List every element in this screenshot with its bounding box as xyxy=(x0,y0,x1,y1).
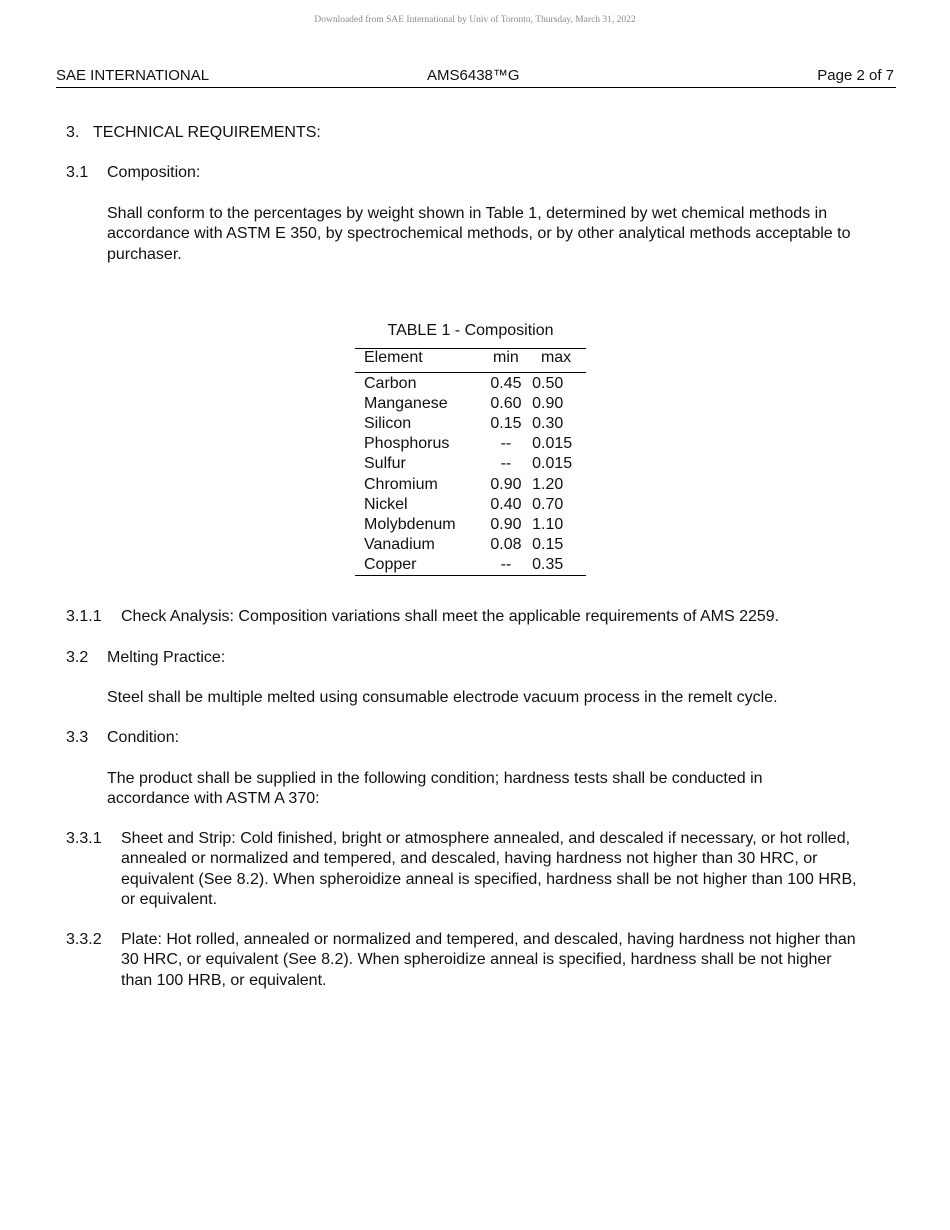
table-row xyxy=(355,393,586,413)
cell-min: 0.90 xyxy=(490,515,522,533)
header-max: max xyxy=(526,349,586,373)
table-row xyxy=(355,535,586,555)
header-page-number: Page 2 of 7 xyxy=(817,67,894,84)
cell-min: 0.15 xyxy=(490,414,522,432)
table-row xyxy=(355,434,586,454)
table-row xyxy=(355,373,586,394)
cell-min: 0.45 xyxy=(490,374,522,392)
cell-min: -- xyxy=(500,455,512,473)
table-row xyxy=(355,474,586,494)
composition-table xyxy=(355,348,586,576)
table-row xyxy=(355,514,586,534)
cell-element: Molybdenum xyxy=(364,515,456,533)
section-3-1-1-text: Check Analysis: Composition variations shall meet the applicable requirements of AMS 2259. xyxy=(121,608,780,625)
cell-element: Copper xyxy=(364,556,417,574)
section-3-3-text: The product shall be supplied in the following condition; hardness tests shall be conducted in accordance with ASTM A 370: xyxy=(107,770,763,808)
section-3-3-1-text: Sheet and Strip: Cold finished, bright or atmosphere annealed, and descaled if necessary, or hot rolled, annealed or normalized and tempered, and descaled, having hardness not higher than 30 HRC, or equivalent (See 8.2). When spheroidize anneal is specified, hardness shall be not higher than 100 HRB, or equivalent. xyxy=(121,830,857,908)
cell-max: 0.35 xyxy=(532,556,564,574)
table-1-caption: TABLE 1 - Composition xyxy=(387,322,554,339)
section-3-title: TECHNICAL REQUIREMENTS: xyxy=(93,124,321,141)
cell-min: -- xyxy=(500,435,512,453)
cell-min: 0.60 xyxy=(490,394,522,412)
section-3-number: 3. xyxy=(66,124,80,141)
cell-element: Silicon xyxy=(364,414,412,432)
section-3-3-title: Condition: xyxy=(107,729,180,746)
cell-max: 0.30 xyxy=(532,414,564,432)
cell-min: 0.40 xyxy=(490,495,522,513)
section-3-3-1-number: 3.3.1 xyxy=(66,830,102,847)
cell-min: 0.90 xyxy=(490,475,522,493)
table-header-row xyxy=(355,349,586,373)
section-3-1-title: Composition: xyxy=(107,164,201,181)
header-org: SAE INTERNATIONAL xyxy=(56,67,210,84)
section-3-3-number: 3.3 xyxy=(66,729,89,746)
cell-max: 0.015 xyxy=(532,455,573,473)
header-min: min xyxy=(486,349,526,373)
section-3-2-text: Steel shall be multiple melted using consumable electrode vacuum process in the remelt cycle. xyxy=(107,689,778,706)
cell-max: 0.50 xyxy=(532,374,564,392)
cell-max: 0.15 xyxy=(532,536,564,554)
table-row xyxy=(355,413,586,433)
cell-max: 1.20 xyxy=(532,475,564,493)
cell-element: Nickel xyxy=(364,495,408,513)
section-3-2-number: 3.2 xyxy=(66,649,89,666)
cell-max: 0.90 xyxy=(532,394,564,412)
table-row xyxy=(355,494,586,514)
table-row xyxy=(355,555,586,576)
page-header xyxy=(56,67,896,88)
cell-element: Chromium xyxy=(364,475,438,493)
cell-element: Sulfur xyxy=(364,455,406,473)
cell-max: 0.70 xyxy=(532,495,564,513)
cell-element: Manganese xyxy=(364,394,448,412)
cell-element: Vanadium xyxy=(364,536,435,554)
cell-max: 1.10 xyxy=(532,515,564,533)
section-3-3-2-text: Plate: Hot rolled, annealed or normalized and tempered, and descaled, having hardness not higher than 30 HRC, or equivalent (See 8.2). When spheroidize anneal is specified, hardness shall be not higher than 100 HRB, or equivalent. xyxy=(121,931,856,989)
cell-element: Phosphorus xyxy=(364,435,450,453)
cell-max: 0.015 xyxy=(532,435,573,453)
section-3-2-title: Melting Practice: xyxy=(107,649,226,666)
section-3-3-2-number: 3.3.2 xyxy=(66,931,102,948)
cell-min: 0.08 xyxy=(490,536,522,554)
section-3-1-1-number: 3.1.1 xyxy=(66,608,102,625)
cell-min: -- xyxy=(500,556,512,574)
header-element: Element xyxy=(355,349,486,373)
header-doc-id: AMS6438™G xyxy=(427,67,520,84)
download-watermark: Downloaded from SAE International by Univ of Toronto, Thursday, March 31, 2022 xyxy=(314,15,636,25)
section-3-1-number: 3.1 xyxy=(66,164,89,181)
section-3-1-text: Shall conform to the percentages by weight shown in Table 1, determined by wet chemical methods in accordance with ASTM E 350, by spectrochemical methods, or by other analytical methods acceptable to purchaser. xyxy=(107,205,851,263)
table-row xyxy=(355,454,586,474)
cell-element: Carbon xyxy=(364,374,417,392)
